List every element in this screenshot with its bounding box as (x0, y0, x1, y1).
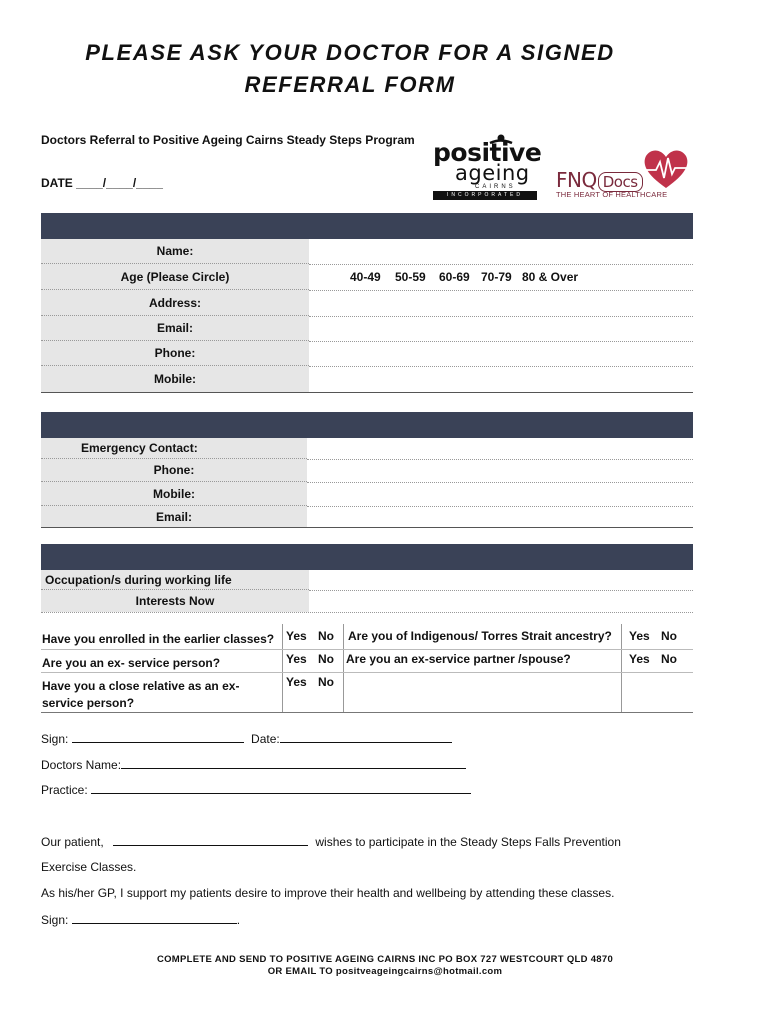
mobile-label: Mobile: (41, 366, 309, 392)
occupation-label: Occupation/s during working life (41, 570, 309, 590)
q-rowline-2 (41, 672, 693, 673)
indigenous-no[interactable]: No (661, 629, 677, 643)
page-title-line2: REFERRAL FORM (244, 72, 456, 97)
email-input[interactable] (309, 316, 693, 342)
sign-row (41, 731, 452, 746)
occupation-input[interactable] (309, 570, 693, 591)
practice-label: Practice: (41, 783, 88, 797)
name-input[interactable] (309, 239, 693, 265)
question-indigenous: Are you of Indigenous/ Torres Strait ancestry? (348, 629, 612, 643)
interests-input[interactable] (309, 590, 693, 612)
section3-header-bar (41, 544, 693, 570)
pa-logo-incorporated: INCORPORATED (433, 191, 537, 200)
practice-row (41, 782, 471, 797)
pa-logo-word2: ageing (455, 161, 530, 185)
phone-input[interactable] (309, 341, 693, 367)
age-option-80-over[interactable]: 80 & Over (522, 270, 579, 284)
partner-no[interactable]: No (661, 652, 677, 666)
heart-icon (642, 148, 690, 190)
emergency-phone-input[interactable] (307, 459, 693, 483)
date-field[interactable]: DATE ____/____/____ (41, 176, 163, 190)
emergency-email-input[interactable] (307, 506, 693, 527)
declaration-line1 (41, 834, 621, 849)
exercise-classes-text: Exercise Classes. (41, 860, 137, 874)
section2-header-bar (41, 412, 693, 438)
form-subtitle: Doctors Referral to Positive Ageing Cairns Steady Steps Program (41, 133, 415, 147)
q-bottom-rule (41, 712, 693, 713)
doctors-name-row (41, 757, 466, 772)
age-option-40-49[interactable]: 40-49 (350, 270, 381, 284)
indigenous-yes[interactable]: Yes (629, 629, 650, 643)
footer-line1: COMPLETE AND SEND TO POSITIVE AGEING CAIRNS INC PO BOX 727 WESTCOURT QLD 4870 (156, 954, 614, 965)
our-patient-text: Our patient, (41, 835, 104, 849)
q-divider-2 (343, 624, 344, 712)
interests-label: Interests Now (41, 590, 309, 612)
wishes-text: wishes to participate in the Steady Steps Falls Prevention (315, 835, 621, 849)
section1-header-bar (41, 213, 693, 239)
doctors-name-label: Doctors Name: (41, 758, 122, 772)
doctors-name-line[interactable] (121, 757, 466, 769)
age-option-60-69[interactable]: 60-69 (439, 270, 470, 284)
practice-line[interactable] (91, 782, 471, 794)
section2-bottom-rule (41, 527, 693, 528)
emergency-phone-label: Phone: (41, 459, 307, 482)
question-enrolled: Have you enrolled in the earlier classes? (42, 632, 275, 646)
name-label: Name: (41, 239, 309, 264)
gp-sign-end: . (236, 913, 241, 927)
enrolled-yes[interactable]: Yes (286, 629, 307, 643)
section3-bottom-rule (41, 612, 693, 613)
sign-label: Sign: (41, 732, 69, 746)
section1-bottom-rule (41, 392, 693, 393)
pa-logo-word1: positive (433, 138, 542, 167)
question-relative-line1: Have you a close relative as an ex- (42, 679, 240, 693)
phone-label: Phone: (41, 341, 309, 366)
emergency-contact-label: Emergency Contact: (41, 438, 307, 459)
emergency-email-label: Email: (41, 506, 307, 527)
gp-support-text: As his/her GP, I support my patients desire to improve their health and wellbeing by attending these classes. (41, 886, 615, 900)
fnq-logo-word (556, 168, 643, 192)
fnq-logo-docs: Docs (598, 172, 643, 192)
emergency-mobile-input[interactable] (307, 482, 693, 507)
age-option-70-79[interactable]: 70-79 (481, 270, 512, 284)
question-partner: Are you an ex-service partner /spouse? (346, 652, 571, 666)
patient-name-line[interactable] (113, 834, 308, 846)
q-divider-3 (621, 624, 622, 712)
age-label: Age (Please Circle) (41, 264, 309, 290)
date-label-sign: Date: (251, 732, 280, 746)
ex-service-yes[interactable]: Yes (286, 652, 307, 666)
positive-ageing-logo (433, 134, 542, 200)
date-line[interactable] (280, 731, 452, 743)
enrolled-no[interactable]: No (318, 629, 334, 643)
pa-logo-cairns: CAIRNS (475, 184, 516, 190)
relative-yes[interactable]: Yes (286, 675, 307, 689)
emergency-mobile-label: Mobile: (41, 482, 307, 506)
question-relative-line2: service person? (42, 696, 135, 710)
page-title-line1: PLEASE ASK YOUR DOCTOR FOR A SIGNED (85, 40, 615, 65)
gp-sign-label: Sign: (41, 913, 69, 927)
q-rowline-1 (41, 649, 693, 650)
question-ex-service: Are you an ex- service person? (42, 656, 221, 670)
footer-line2: OR EMAIL TO positveageingcairns@hotmail.com (267, 966, 503, 977)
email-label: Email: (41, 316, 309, 341)
fnq-logo-main: FNQ (556, 168, 597, 192)
fnq-logo-tagline: THE HEART OF HEALTHCARE (556, 190, 668, 199)
sign-line[interactable] (72, 731, 244, 743)
mobile-input[interactable] (309, 366, 693, 392)
q-divider-1 (282, 624, 283, 712)
relative-no[interactable]: No (318, 675, 334, 689)
partner-yes[interactable]: Yes (629, 652, 650, 666)
gp-sign-line[interactable] (72, 912, 237, 924)
age-option-50-59[interactable]: 50-59 (395, 270, 426, 284)
emergency-contact-input[interactable] (307, 438, 693, 460)
address-label: Address: (41, 290, 309, 316)
address-input[interactable] (309, 290, 693, 317)
gp-sign-row (41, 912, 240, 927)
fnq-docs-logo (554, 148, 694, 204)
ex-service-no[interactable]: No (318, 652, 334, 666)
